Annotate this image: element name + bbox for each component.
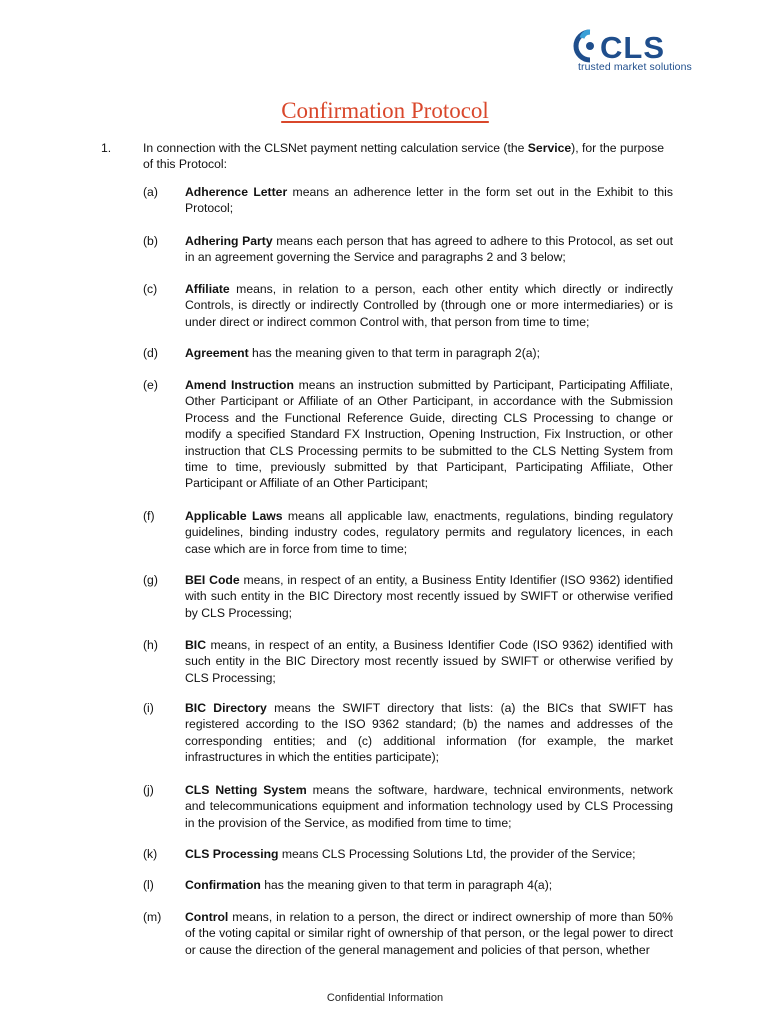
definition-k [143,846,673,862]
definition-f [143,508,673,557]
definition-b [143,233,673,266]
definition-label: (m) [143,910,162,924]
logo-wordmark: CLS [600,30,665,65]
definition-e [143,377,673,492]
definition-text: has the meaning given to that term in paragraph 4(a); [260,878,553,892]
definition-text: means all applicable law, enactments, regulations, binding regulatory guidelines, binding industry codes, regulatory permits and regulatory licences, in each case which are in force from time to time; [185,509,673,556]
definition-label: (h) [143,638,158,652]
definition-text: means, in respect of an entity, a Business Identifier Code (ISO 9362) identified with such entity in the BIC Directory most recently issued by SWIFT or otherwise verified by CLS Processing; [185,638,673,685]
definition-label: (i) [143,701,154,715]
definition-term: BIC Directory [185,701,267,715]
definition-label: (a) [143,185,158,199]
definition-term: CLS Processing [185,847,279,861]
definition-term: Confirmation [185,878,261,892]
definition-l [143,877,673,893]
definition-text: has the meaning given to that term in paragraph 2(a); [248,346,540,360]
definition-label: (g) [143,573,158,587]
definition-label: (k) [143,847,158,861]
definition-term: Affiliate [185,282,230,296]
definition-label: (j) [143,783,154,797]
logo-tagline: trusted market solutions [578,61,692,73]
definition-label: (e) [143,378,158,392]
definition-label: (c) [143,282,158,296]
definition-text: means, in relation to a person, the direct or indirect ownership of more than 50% of the voting capital or similar right of ownership of that person, or the legal power to direct or cause the direction of the general management and policies of that person, whether [185,910,673,957]
definition-g [143,572,673,621]
definition-h [143,637,673,686]
definition-text: means CLS Processing Solutions Ltd, the provider of the Service; [278,847,636,861]
clause-text: In connection with the CLSNet payment netting calculation service (the Service), for the purpose of this Protocol: [143,141,664,172]
definition-d [143,345,673,361]
definition-term: BIC [185,638,206,652]
definition-term: Applicable Laws [185,509,283,523]
cls-logo-mark-icon [576,32,594,60]
definition-label: (f) [143,509,155,523]
definition-a [143,184,673,217]
definition-text: means an adherence letter in the form set out in the Exhibit to this Protocol; [185,185,673,216]
page-footer: Confidential Information [326,992,444,1004]
definition-label: (d) [143,346,158,360]
definition-term: Agreement [185,346,249,360]
definition-term: Amend Instruction [185,378,294,392]
service-term: Service [527,141,572,155]
definition-text: means, in respect of an entity, a Business Entity Identifier (ISO 9362) identified with such entity in the BIC Directory most recently issued by SWIFT or otherwise verified by CLS Processing; [185,573,674,620]
definition-term: Adherence Letter [185,185,288,199]
definition-j [143,782,673,831]
definition-label: (l) [143,878,154,892]
definition-label: (b) [143,234,158,248]
definition-text: means, in relation to a person, each other entity which directly or indirectly Controls, is directly or indirectly Controlled by (through one or more intermediaries) or is under direct or indirect common Control with, that person from time to time; [185,282,673,329]
clause-number: 1. [101,141,112,155]
definition-text: means an instruction submitted by Participant, Participating Affiliate, Other Participant or Affiliate of an Other Participant, in accordance with the Submission Process and the Functional Reference Guide, directing CLS Processing to change or modify a specified Standard FX Instruction, Opening Instruction, Fix Instruction, or other instruction that CLS Processing permits to be submitted to the CLS Netting System from time to time, previously submitted by that Participant, Participating Affiliate, Other Participant or Affiliate of an Other Participant; [185,378,673,491]
definition-c [143,281,673,330]
definition-term: BEI Code [185,573,240,587]
definition-i [143,700,673,766]
definition-term: CLS Netting System [185,783,307,797]
definition-term: Control [185,910,229,924]
definition-text: means the SWIFT directory that lists: (a) the BICs that SWIFT has registered according to the ISO 9362 standard; (b) the names and addresses of the corresponding entities; and (c) additional information (for example, the market infrastructures in which the entities participate); [185,701,673,765]
definition-text: means each person that has agreed to adhere to this Protocol, as set out in an agreement governing the Service and paragraphs 2 and 3 below; [185,234,673,265]
definition-text: means the software, hardware, technical environments, network and telecommunications equipment and information technology used by CLS Processing in the provision of the Service, as modified from time to time; [185,783,673,830]
page-title: Confirmation Protocol [281,98,489,123]
definition-term: Adhering Party [185,234,273,248]
definition-m [143,909,673,958]
